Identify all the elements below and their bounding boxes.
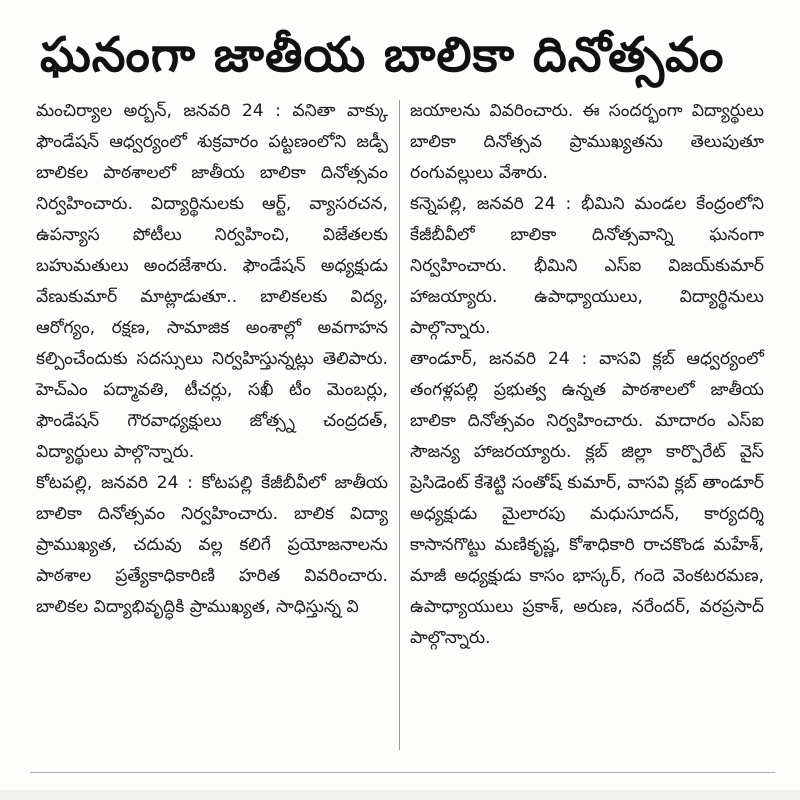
column-divider bbox=[399, 100, 400, 750]
article-column-left bbox=[36, 96, 388, 623]
article-paragraph bbox=[410, 189, 764, 344]
article-paragraph bbox=[410, 344, 764, 654]
bottom-divider bbox=[30, 772, 775, 773]
paragraph-body: జయాలను వివరించారు. ఈ సందర్భంగా విద్యార్థులు బాలికా దినోత్సవ ప్రాముఖ్యతను తెలుపుతూ రంగువల్లులు వేశారు. bbox=[410, 101, 764, 183]
article-paragraph bbox=[410, 96, 764, 189]
article-paragraph bbox=[36, 96, 388, 468]
dateline: మంచిర్యాల అర్బన్, జనవరి 24 : bbox=[36, 101, 281, 121]
dateline: కన్నెపల్లి, జనవరి 24 : bbox=[410, 194, 572, 214]
paragraph-body: కోటపల్లి కేజీబీవీలో జాతీయ బాలికా దినోత్సవం నిర్వహించారు. బాలిక విద్యా ప్రాముఖ్యత, చదువు వల్ల కలిగే ప్రయోజనాలను పాఠశాల ప్రత్యేకాధికారిణి హరిత వివరించారు. బాలికల విద్యాభివృద్ధికి ప్రాముఖ్యత, సాధిస్తున్న వి bbox=[36, 473, 388, 617]
paragraph-body: భీమిని మండల కేంద్రంలోని కేజీబీవీలో బాలికా దినోత్సవాన్ని ఘనంగా నిర్వహించారు. భీమిని ఎస్ఐ విజయ్‌కుమార్ హాజయ్యారు. ఉపాధ్యాయులు, విద్యార్థినులు పాల్గొన్నారు. bbox=[410, 194, 764, 338]
dateline: తాండూర్, జనవరి 24 : bbox=[410, 349, 588, 369]
paragraph-body: వనితా వాక్కు ఫౌండేషన్ ఆధ్వర్యంలో శుక్రవారం పట్టణంలోని జడ్పీ బాలికల పాఠశాలలో జాతీయ బాలికా దినోత్సవం నిర్వహించారు. విద్యార్థినులకు ఆర్ట్, వ్యాసరచన, ఉపన్యాస పోటీలు నిర్వహించి, విజేతలకు బహుమతులు అందజేశారు. ఫౌండేషన్ అధ్యక్షుడు వేణుకుమార్ మాట్లాడుతూ.. బాలికలకు విద్య, ఆరోగ్యం, రక్షణ, సామాజిక అంశాల్లో అవగాహన కల్పించేందుకు సదస్సులు నిర్వహిస్తున్నట్లు తెలిపారు. హెచ్ఎం పద్మావతి, టీచర్లు, సఖీ టీం మెంబర్లు, ఫౌండేషన్ గౌరవాధ్యక్షులు జోత్స్న చంద్రదత్, విద్యార్థులు పాల్గొన్నారు. bbox=[36, 101, 388, 462]
clipping-bottom-edge bbox=[0, 790, 800, 800]
article-paragraph bbox=[36, 468, 388, 623]
headline: ఘనంగా జాతీయ బాలికా దినోత్సవం bbox=[40, 27, 725, 83]
dateline: కోటపల్లి, జనవరి 24 : bbox=[36, 473, 193, 493]
paragraph-body: వాసవి క్లబ్ ఆధ్వర్యంలో తంగళ్లపల్లి ప్రభుత్వ ఉన్నత పాఠశాలలో జాతీయ బాలికా దినోత్సవం నిర్వహించారు. మాదారం ఎస్ఐ సౌజన్య హాజరయ్యారు. క్లబ్ జిల్లా కార్పొరేట్ వైస్ ప్రెసిడెంట్ కేశెట్టి సంతోష్ కుమార్, వాసవి క్లబ్ తాండూర్ అధ్యక్షుడు మైలారపు మధుసూదన్, కార్యదర్శి కాసానగొట్టు మణికృష్ణ, కోశాధికారి రాచకొండ మహేశ్, మాజీ అధ్యక్షుడు కాసం భాస్కర్, గందె వెంకటరమణ, ఉపాధ్యాయులు ప్రకాశ్, అరుణ, నరేందర్, వరప్రసాద్ పాల్గొన్నారు. bbox=[410, 349, 764, 648]
article-column-right bbox=[410, 96, 764, 654]
